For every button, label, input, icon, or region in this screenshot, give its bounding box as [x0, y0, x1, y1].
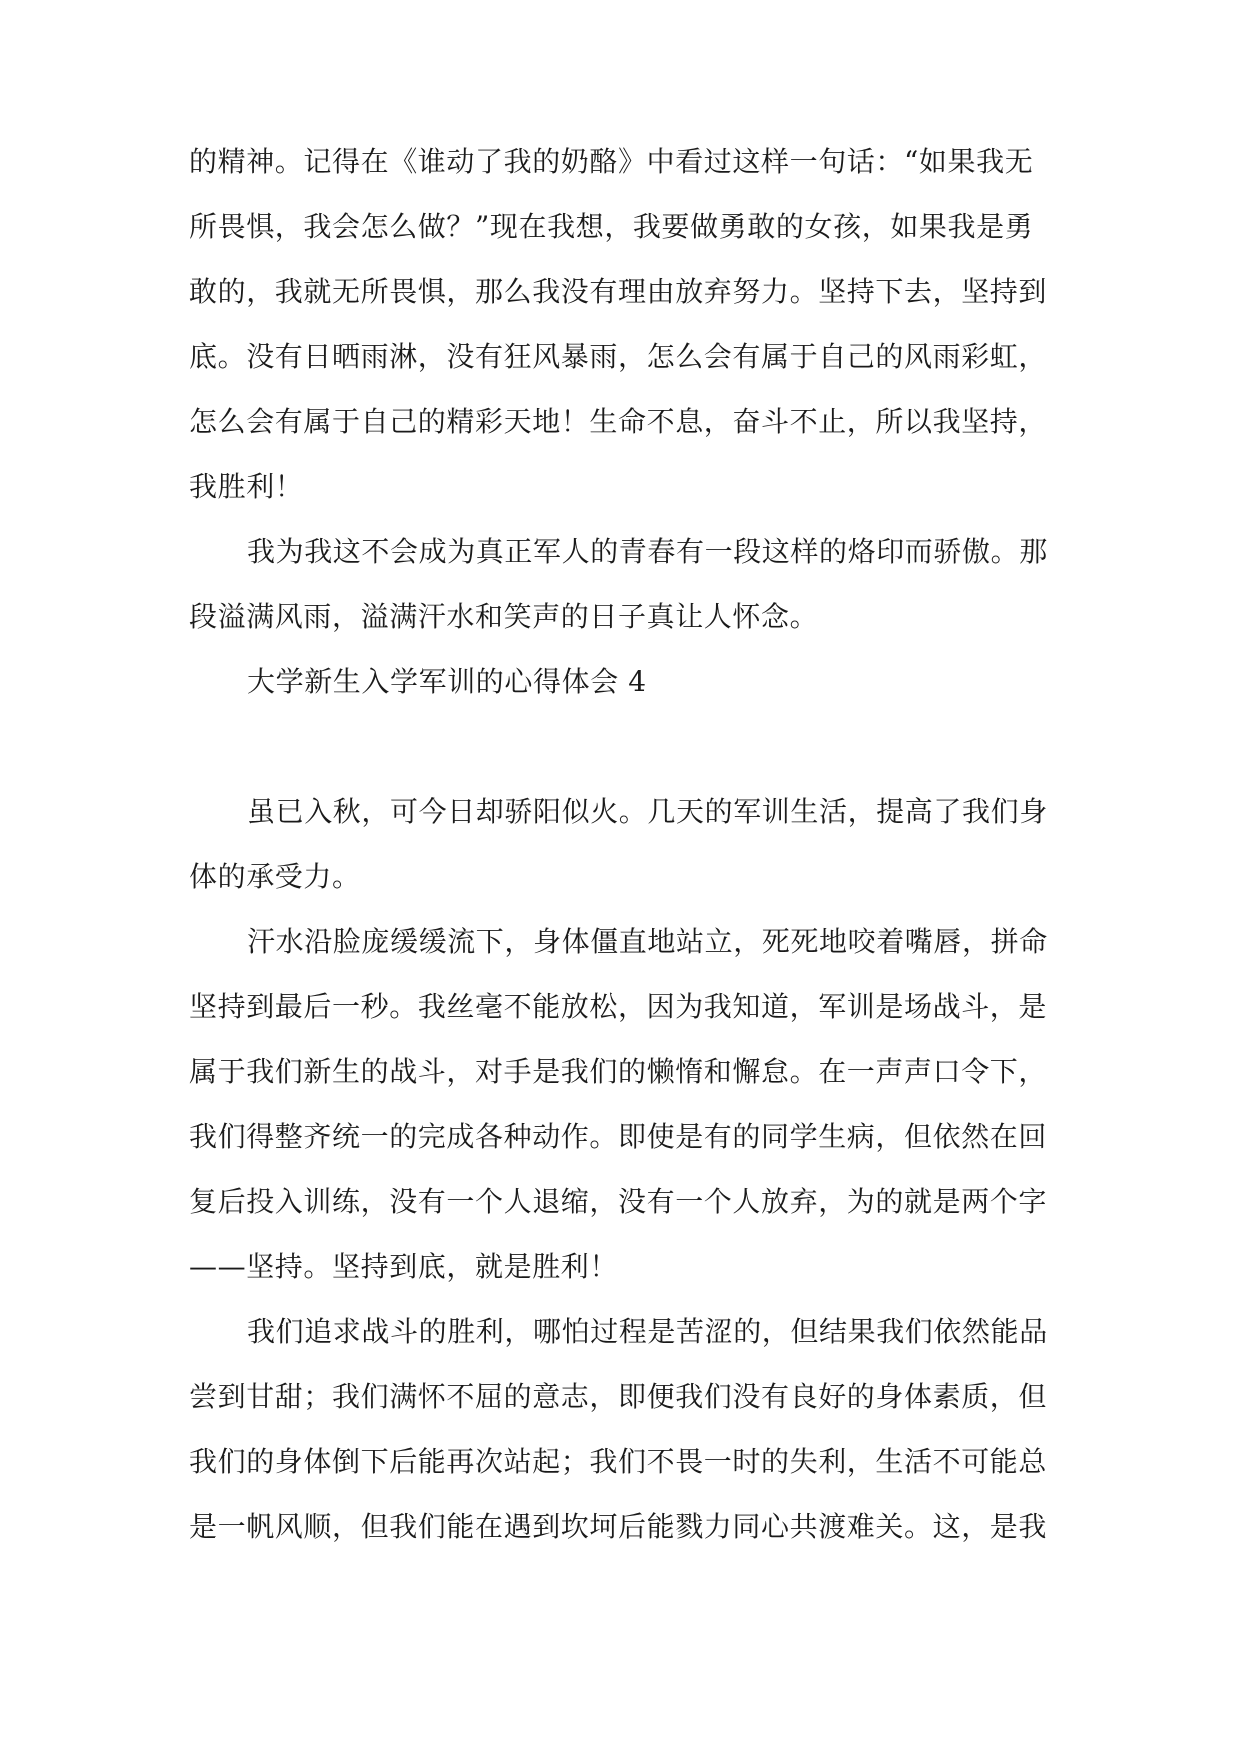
text-line: 汗水沿脸庞缓缓流下，身体僵直地站立，死死地咬着嘴唇，拼命 [247, 925, 1048, 958]
text-line: 虽已入秋，可今日却骄阳似火。几天的军训生活，提高了我们身 [247, 795, 1048, 828]
text-line: 我们的身体倒下后能再次站起；我们不畏一时的失利，生活不可能总 [189, 1445, 1048, 1478]
section-heading: 大学新生入学军训的心得体会 4 [247, 665, 647, 698]
text-line: 坚持到最后一秒。我丝毫不能放松，因为我知道，军训是场战斗，是 [189, 990, 1048, 1023]
text-line: 敢的，我就无所畏惧，那么我没有理由放弃努力。坚持下去，坚持到 [189, 275, 1048, 308]
text-line: 属于我们新生的战斗，对手是我们的懒惰和懈怠。在一声声口令下， [189, 1055, 1048, 1088]
text-line: 我为我这不会成为真正军人的青春有一段这样的烙印而骄傲。那 [247, 535, 1048, 568]
text-line: 所畏惧，我会怎么做？”现在我想，我要做勇敢的女孩，如果我是勇 [189, 210, 1034, 243]
text-line: 底。没有日晒雨淋，没有狂风暴雨，怎么会有属于自己的风雨彩虹， [189, 340, 1048, 373]
text-line: 是一帆风顺，但我们能在遇到坎坷后能戮力同心共渡难关。这，是我 [189, 1510, 1048, 1543]
text-line: 体的承受力。 [189, 860, 361, 893]
text-line: ——坚持。坚持到底，就是胜利！ [189, 1250, 619, 1283]
text-line: 复后投入训练，没有一个人退缩，没有一个人放弃，为的就是两个字 [189, 1185, 1048, 1218]
text-line: 尝到甘甜；我们满怀不屈的意志，即便我们没有良好的身体素质，但 [189, 1380, 1048, 1413]
text-line: 段溢满风雨，溢满汗水和笑声的日子真让人怀念。 [189, 600, 819, 633]
text-line: 我们得整齐统一的完成各种动作。即使是有的同学生病，但依然在回 [189, 1120, 1048, 1153]
text-line: 我们追求战斗的胜利，哪怕过程是苦涩的，但结果我们依然能品 [247, 1315, 1048, 1348]
text-line: 的精神。记得在《谁动了我的奶酪》中看过这样一句话：“如果我无 [189, 145, 1034, 178]
text-line: 怎么会有属于自己的精彩天地！生命不息，奋斗不止，所以我坚持， [189, 405, 1048, 438]
text-line: 我胜利！ [189, 470, 304, 503]
